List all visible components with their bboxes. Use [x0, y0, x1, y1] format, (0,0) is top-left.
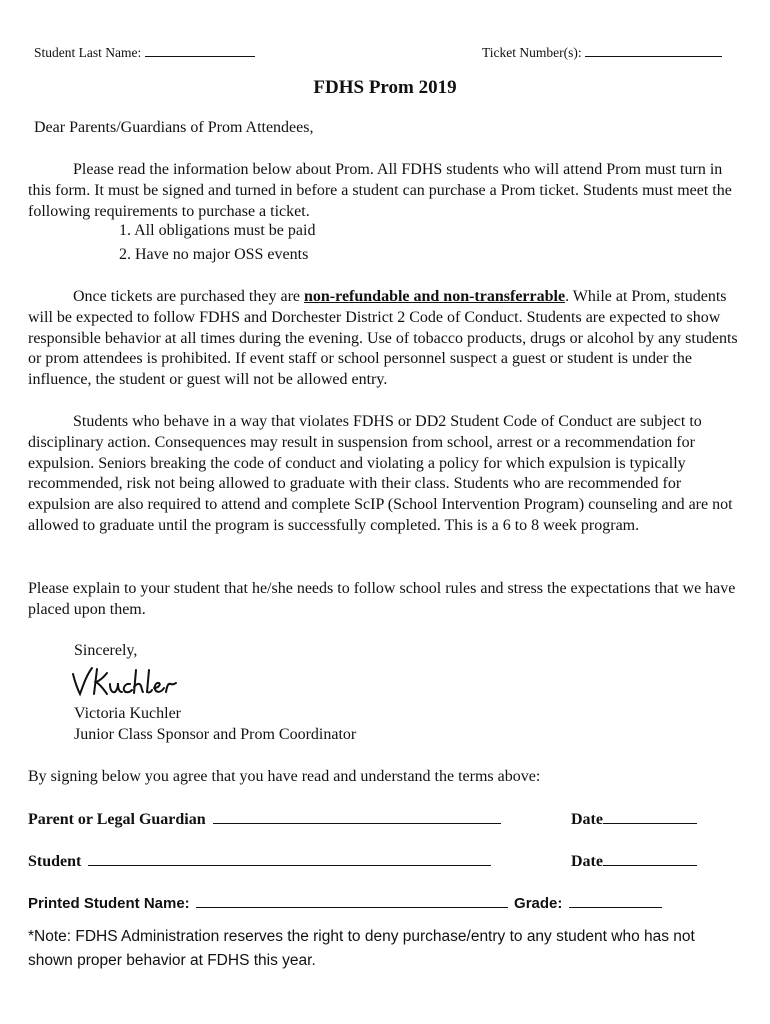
- student-date-label: Date: [571, 853, 603, 870]
- signer-name: Victoria Kuchler: [74, 705, 181, 722]
- requirement-item-2: 2. Have no major OSS events: [119, 246, 309, 263]
- student-last-name-label: Student Last Name:: [34, 45, 142, 60]
- administration-note: *Note: FDHS Administration reserves the right to deny purchase/entry to any student who has not shown proper behavior at FDHS this year.: [28, 928, 695, 969]
- printed-name-field: [28, 892, 662, 912]
- parent-signature-blank[interactable]: [213, 808, 501, 824]
- grade-label: Grade:: [514, 895, 563, 912]
- paragraph-conduct-lead: Once tickets are purchased they are: [73, 288, 304, 305]
- student-date-field: [571, 850, 697, 871]
- printed-name-label: Printed Student Name:: [28, 895, 190, 912]
- grade-blank[interactable]: [569, 892, 662, 908]
- student-signature-field: [28, 850, 491, 871]
- agreement-statement: By signing below you agree that you have read and understand the terms above:: [28, 768, 541, 785]
- paragraph-conduct: [28, 287, 744, 391]
- handwritten-signature: [70, 664, 180, 700]
- parent-signature-label: Parent or Legal Guardian: [28, 811, 206, 828]
- parent-date-blank[interactable]: [603, 808, 697, 824]
- student-signature-label: Student: [28, 853, 82, 870]
- parent-signature-field: [28, 808, 501, 829]
- paragraph-discipline: Students who behave in a way that violates FDHS or DD2 Student Code of Conduct are subject to disciplinary action. Consequences may result in suspension from school, arrest or a recommendation for expulsion. Seniors breaking the code of conduct and violating a policy for which expulsion is typically recommended, risk not being allowed to graduate with their class. Students who are recommended for expulsion are also required to attend and complete ScIP (School Intervention Program) counseling and are not allowed to graduate until the program is successfully completed. This is a 6 to 8 week program.: [28, 413, 733, 534]
- student-date-blank[interactable]: [603, 850, 697, 866]
- paragraph-conduct-rest: . While at Prom, students will be expected to follow FDHS and Dorchester District 2 Code of Conduct. Students are expected to show responsible behavior at all times during the evening. Use of tobacco products, drugs or alcohol by any students or prom attendees is prohibited. If event staff or school personnel suspect a guest or student is under the influence, the student or guest will not be allowed entry.: [28, 288, 738, 389]
- student-last-name-field: [34, 41, 255, 61]
- non-refundable-emphasis: non-refundable and non-transferrable: [304, 288, 566, 305]
- signer-title: Junior Class Sponsor and Prom Coordinator: [74, 726, 357, 743]
- document-title: FDHS Prom 2019: [313, 77, 457, 98]
- student-signature-blank[interactable]: [88, 850, 491, 866]
- student-last-name-blank[interactable]: [145, 41, 255, 57]
- paragraph-intro: Please read the information below about Prom. All FDHS students who will attend Prom must turn in this form. It must be signed and turned in before a student can purchase a Prom ticket. Students must meet the following requirements to purchase a ticket.: [28, 161, 732, 220]
- ticket-number-field: [482, 41, 722, 61]
- salutation: Dear Parents/Guardians of Prom Attendees,: [34, 119, 314, 136]
- closing: Sincerely,: [74, 642, 138, 659]
- ticket-number-label: Ticket Number(s):: [482, 45, 582, 60]
- parent-date-label: Date: [571, 811, 603, 828]
- requirement-item-1: 1. All obligations must be paid: [119, 222, 316, 239]
- ticket-number-blank[interactable]: [585, 41, 722, 57]
- parent-date-field: [571, 808, 697, 829]
- paragraph-expectations: Please explain to your student that he/she needs to follow school rules and stress the expectations that we have placed upon them.: [28, 580, 736, 618]
- printed-name-blank[interactable]: [196, 892, 508, 908]
